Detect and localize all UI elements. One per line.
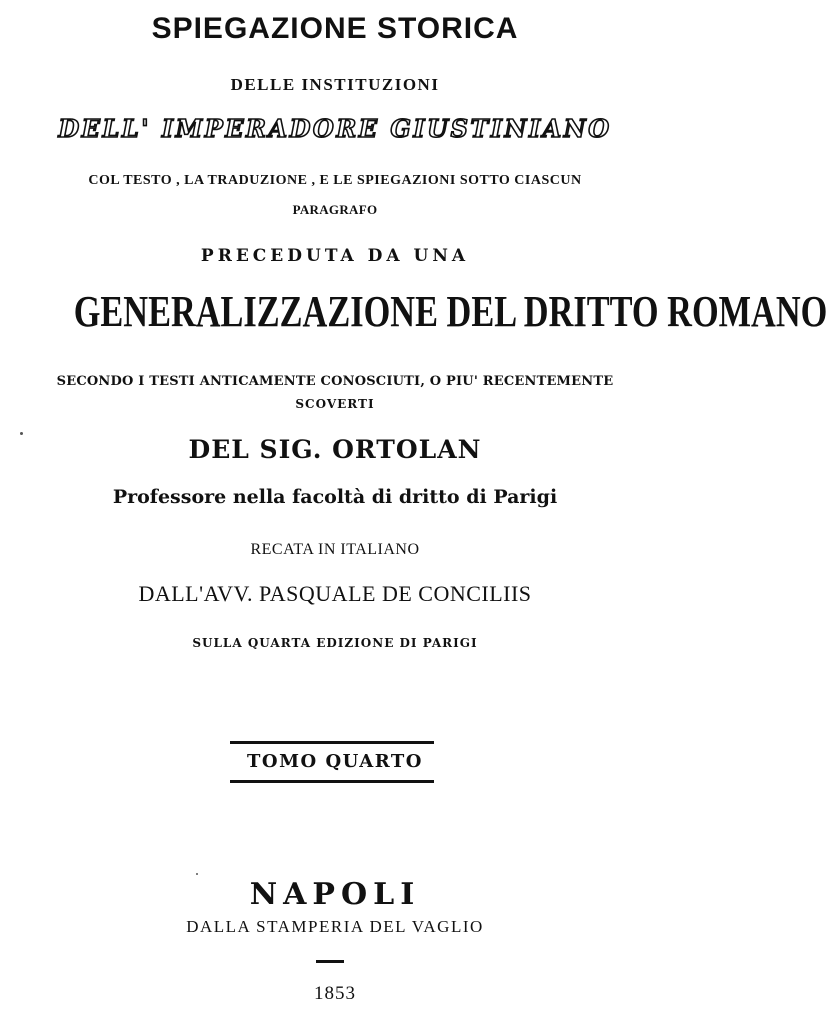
paper-speck	[196, 873, 198, 875]
paper-speck	[20, 432, 23, 435]
imprint-city: NAPOLI	[249, 877, 421, 912]
author-name: DEL SIG. ORTOLAN	[188, 435, 482, 464]
sources-line-1: SECONDO I TESTI ANTICAMENTE CONOSCIUTI, O PIU' RECENTEMENTE	[56, 374, 614, 389]
volume-bottom-rule	[230, 780, 434, 783]
contents-line-1: COL TESTO , LA TRADUZIONE , E LE SPIEGAZIONI SOTTO CIASCUN	[88, 173, 582, 188]
edition-line: SULLA QUARTA EDIZIONE DI PARIGI	[192, 636, 478, 650]
imprint-year: 1853	[314, 983, 356, 1004]
book-subtitle: DELLE INSTITUZIONI	[230, 75, 440, 94]
imprint-printer: DALLA STAMPERIA DEL VAGLIO	[186, 917, 484, 936]
translator-name: DALL'AVV. PASQUALE DE CONCILIIS	[138, 581, 532, 606]
generalization-heading: GENERALIZZAZIONE DEL DRITTO ROMANO	[73, 287, 827, 336]
emperor-line: DELL' IMPERADORE GIUSTINIANO	[58, 114, 612, 143]
volume-label: TOMO QUARTO	[247, 751, 423, 772]
contents-line-2: PARAGRAFO	[292, 202, 378, 217]
preceded-line: PRECEDUTA DA UNA	[200, 246, 470, 266]
author-role: Professore nella facoltà di dritto di Parigi	[112, 486, 558, 508]
translated-line: RECATA IN ITALIANO	[250, 541, 420, 558]
book-title: SPIEGAZIONE STORICA	[151, 12, 519, 45]
volume-top-rule	[230, 741, 434, 744]
imprint-divider	[316, 960, 344, 963]
sources-line-2: SCOVERTI	[295, 397, 375, 411]
